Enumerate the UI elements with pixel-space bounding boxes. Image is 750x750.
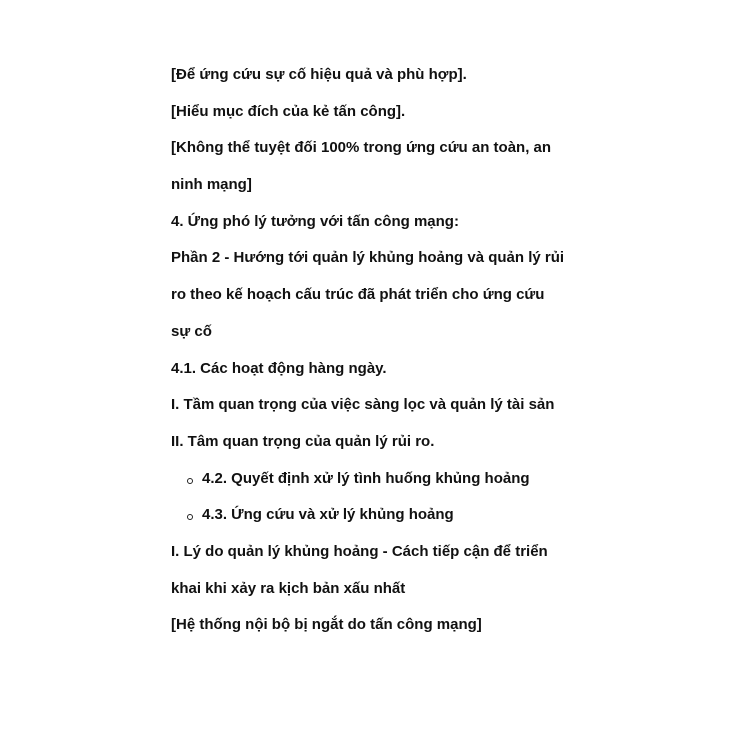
text-line: ninh mạng]	[171, 176, 252, 194]
text-line: Phần 2 - Hướng tới quản lý khủng hoảng và quản lý rủi	[171, 249, 565, 267]
list-item-label: 4.2. Quyết định xử lý tình huống khủng hoảng	[202, 469, 530, 487]
text-line: I. Tầm quan trọng của việc sàng lọc và quản lý tài sản	[171, 396, 555, 414]
list-item	[171, 466, 591, 503]
text-line: [Hệ thống nội bộ bị ngắt do tấn công mạng]	[171, 616, 482, 634]
text-line: [Để ứng cứu sự cố hiệu quả và phù hợp].	[171, 66, 467, 83]
text-line: sự cố	[171, 322, 212, 340]
list-item-label: 4.3. Ứng cứu và xử lý khủng hoảng	[202, 506, 454, 524]
text-line: [Không thể tuyệt đối 100% trong ứng cứu an toàn, an	[171, 139, 552, 157]
text-line: I. Lý do quản lý khủng hoảng - Cách tiếp cận để triển	[171, 542, 548, 560]
text-line: ro theo kế hoạch cấu trúc đã phát triển cho ứng cứu	[171, 286, 545, 304]
circle-bullet-icon	[187, 514, 193, 520]
text-line: [Hiểu mục đích của kẻ tấn công].	[171, 102, 406, 120]
subsection-heading: 4.1. Các hoạt động hàng ngày.	[171, 359, 387, 377]
section-heading: 4. Ứng phó lý tưởng với tấn công mạng:	[171, 212, 459, 230]
document-body	[171, 62, 591, 649]
list-item	[171, 502, 591, 539]
text-line: II. Tâm quan trọng của quản lý rủi ro.	[171, 432, 435, 450]
text-line: khai khi xảy ra kịch bản xấu nhất	[171, 579, 406, 597]
circle-bullet-icon	[187, 478, 193, 484]
